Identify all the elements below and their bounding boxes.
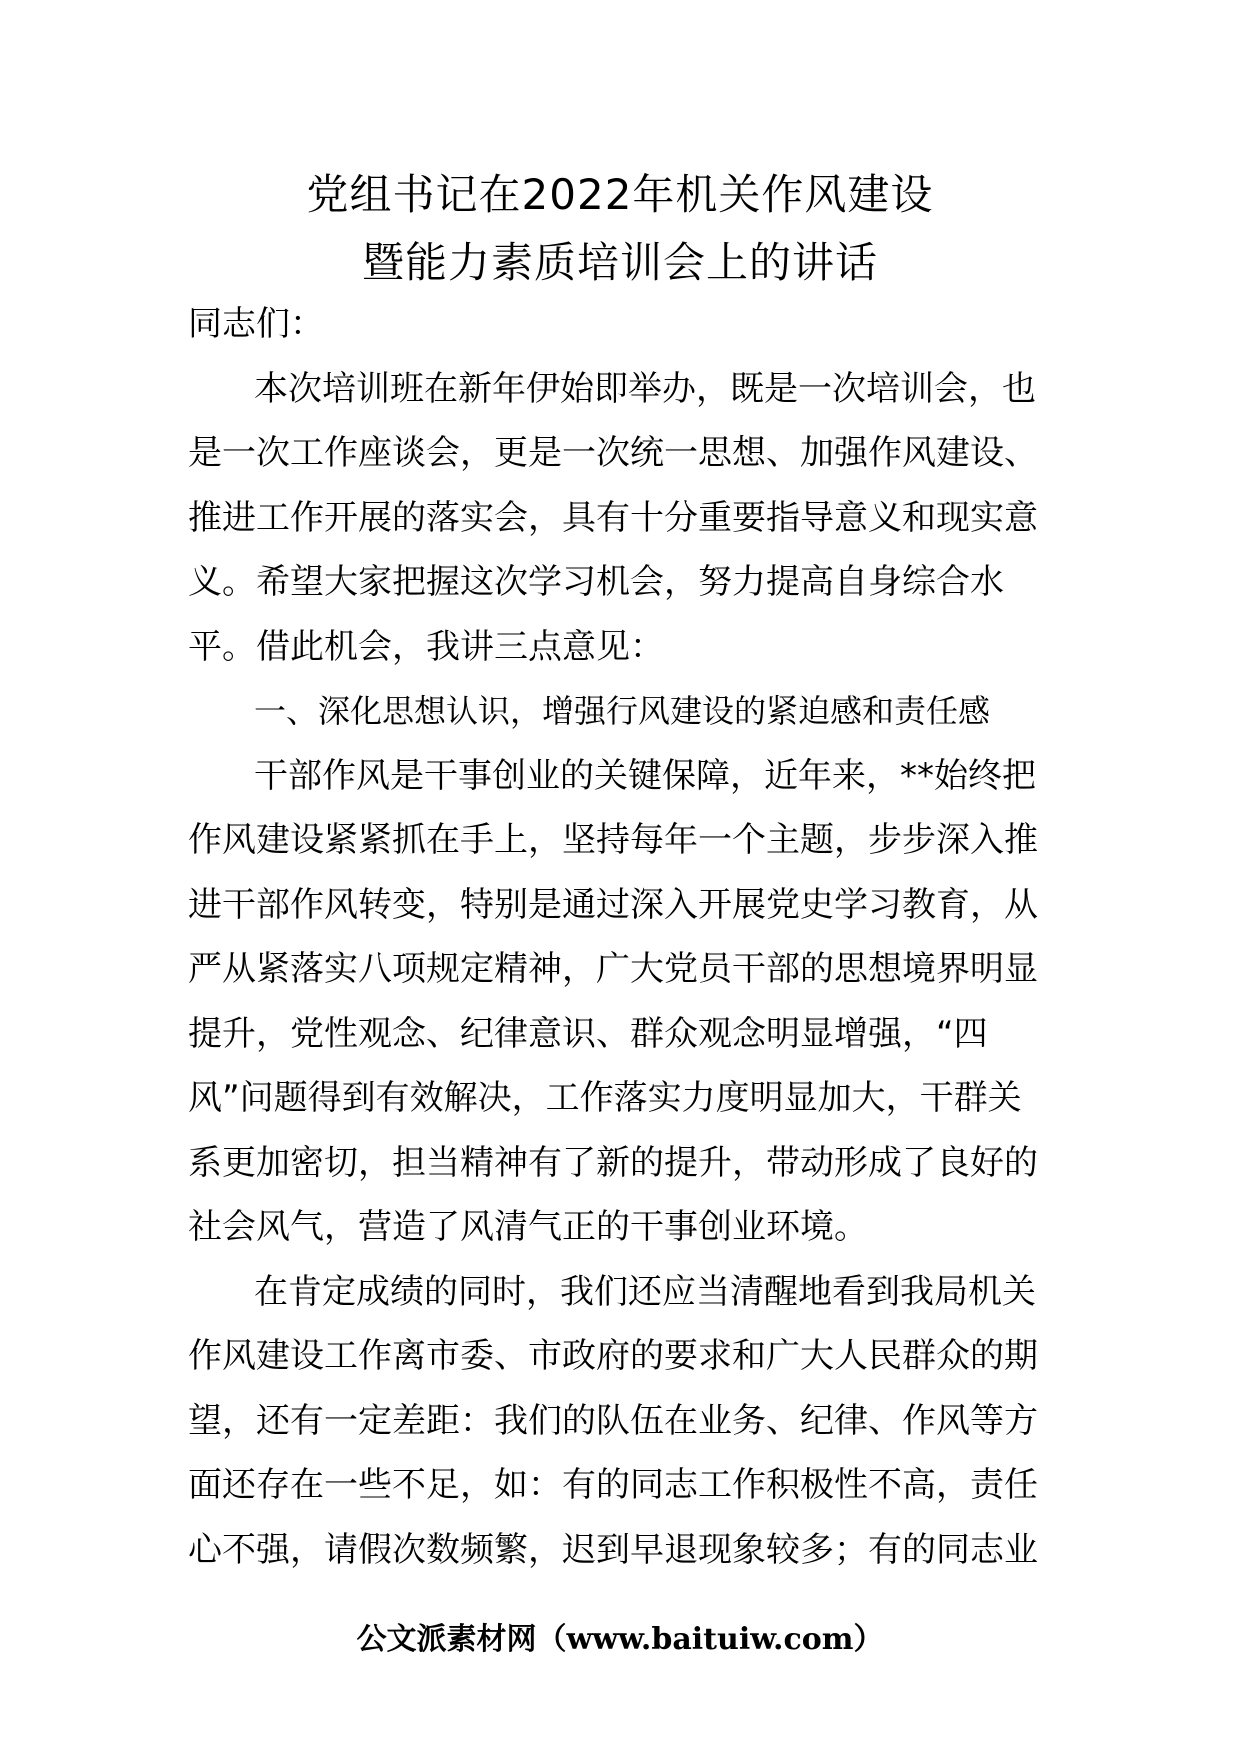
paragraph-line: 进干部作风转变，特别是通过深入开展党史学习教育，从 — [188, 884, 1038, 925]
title-line-1: 党组书记在2022年机关作风建设 — [306, 170, 934, 219]
paragraph-line: 严从紧落实八项规定精神，广大党员干部的思想境界明显 — [188, 949, 1038, 989]
paragraph-line: 系更加密切，担当精神有了新的提升，带动形成了良好的 — [188, 1142, 1038, 1183]
title-line-2: 暨能力素质培训会上的讲话 — [361, 238, 878, 287]
paragraph-line: 作风建设工作离市委、市政府的要求和广大人民群众的期 — [188, 1336, 1038, 1376]
paragraph-line: 风”问题得到有效解决，工作落实力度明显加大，干群关 — [188, 1078, 1022, 1118]
paragraph-line: 作风建设紧紧抓在手上，坚持每年一个主题，步步深入推 — [188, 820, 1038, 860]
paragraph-line: 在肯定成绩的同时，我们还应当清醒地看到我局机关 — [254, 1271, 1036, 1312]
paragraph-line: 望，还有一定差距：我们的队伍在业务、纪律、作风等方 — [188, 1400, 1038, 1441]
paragraph-line: 义。希望大家把握这次学习机会，努力提高自身综合水 — [188, 562, 1004, 602]
footer-watermark: 公文派素材网（www.baituiw.com） — [356, 1622, 884, 1657]
salutation: 同志们： — [188, 304, 324, 344]
body-text — [188, 292, 1068, 1582]
paragraph-line: 推进工作开展的落实会，具有十分重要指导意义和现实意 — [188, 497, 1038, 538]
paragraph-line: 心不强，请假次数频繁，迟到早退现象较多；有的同志业 — [188, 1529, 1038, 1570]
paragraph-line: 干部作风是干事创业的关键保障，近年来，**始终把 — [254, 755, 1036, 796]
section-heading: 一、深化思想认识，增强行风建设的紧迫感和责任感 — [254, 692, 991, 730]
paragraph-line: 提升，党性观念、纪律意识、群众观念明显增强，“四 — [188, 1013, 988, 1054]
paragraph-line: 本次培训班在新年伊始即举办，既是一次培训会，也 — [254, 368, 1036, 409]
paragraph-line: 社会风气，营造了风清气正的干事创业环境。 — [188, 1207, 868, 1247]
paragraph-line: 面还存在一些不足，如：有的同志工作积极性不高，责任 — [188, 1465, 1038, 1505]
paragraph-line: 平。借此机会，我讲三点意见： — [188, 626, 664, 667]
paragraph-line: 是一次工作座谈会，更是一次统一思想、加强作风建设、 — [188, 433, 1038, 473]
